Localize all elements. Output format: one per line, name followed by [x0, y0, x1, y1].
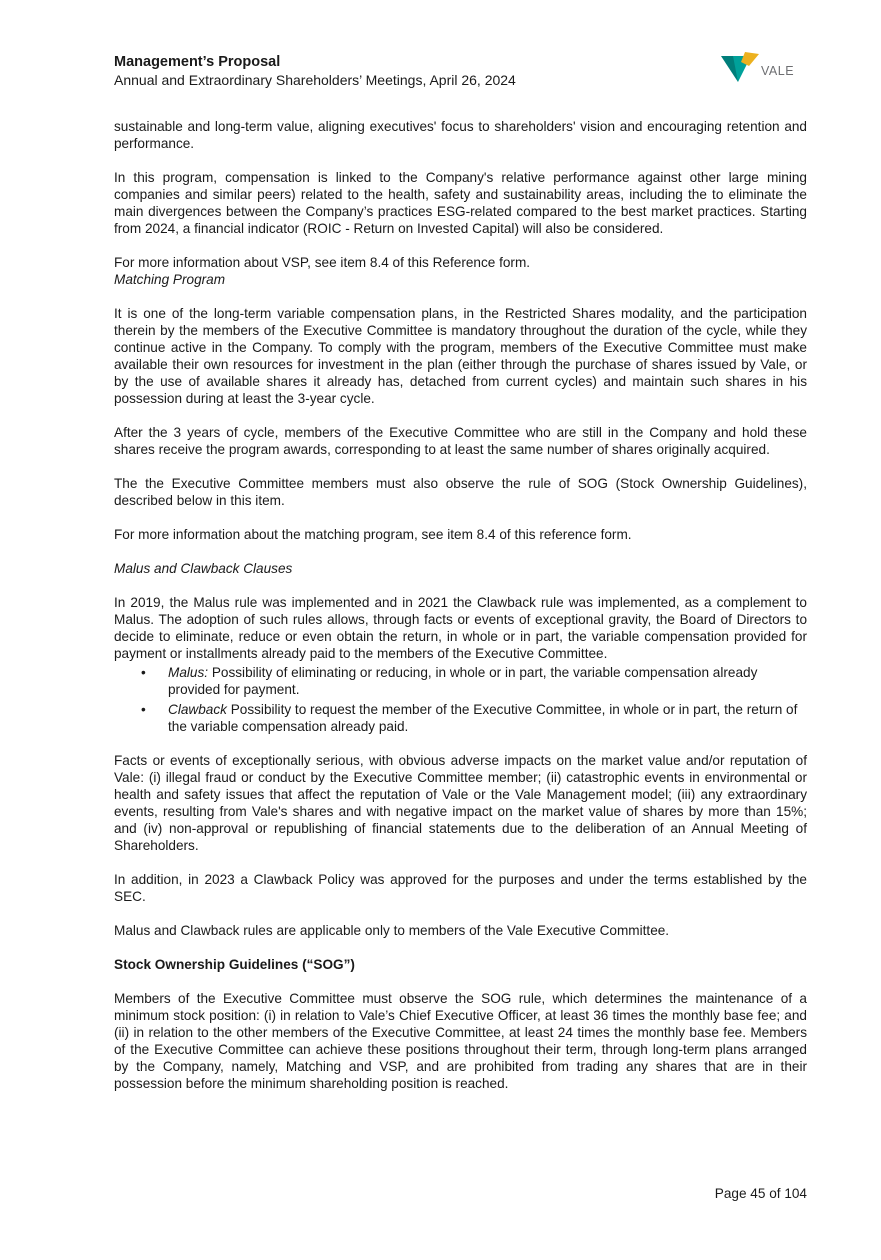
paragraph: After the 3 years of cycle, members of the Executive Committee who are still in the Company and hold these shares receive the program awards, corresponding to at least the same number of shares originally acquired.: [114, 425, 807, 457]
section-heading-sog: Stock Ownership Guidelines (“SOG”): [114, 957, 355, 972]
paragraph: In addition, in 2023 a Clawback Policy was approved for the purposes and under the terms established by the SEC.: [114, 872, 807, 904]
paragraph: For more information about VSP, see item 8.4 of this Reference form.: [114, 255, 531, 270]
paragraph: For more information about the matching program, see item 8.4 of this reference form.: [114, 527, 632, 542]
paragraph: In this program, compensation is linked to the Company's relative performance against other large mining companies and similar peers) related to the health, safety and sustainability areas, including the to eliminate the main divergences between the Company’s practices ESG-related compared to the best market practices. Starting from 2024, a financial indicator (ROIC - Return on Invested Capital) will also be considered.: [114, 170, 807, 236]
bullet-list: [114, 664, 807, 735]
header-title: Management’s Proposal: [114, 54, 281, 70]
bullet-term: Clawback: [168, 702, 227, 717]
list-item: [168, 664, 798, 698]
paragraph: Members of the Executive Committee must observe the SOG rule, which determines the maintenance of a minimum stock position: (i) in relation to Vale’s Chief Executive Officer, at least 36 times the monthly base fee; and (ii) in relation to the other members of the Executive Committee, at least 24 times the monthly base fee. Members of the Executive Committee can achieve these positions throughout their term, through long-term plans arranged by the Company, namely, Matching and VSP, and are prohibited from trading any shares that are in their possession before the minimum shareholding position is reached.: [114, 991, 807, 1091]
bullet-text: Possibility of eliminating or reducing, in whole or in part, the variable compensation already provided for payment.: [168, 665, 758, 697]
paragraph: sustainable and long-term value, aligning executives' focus to shareholders' vision and encouraging retention and performance.: [114, 119, 807, 151]
paragraph: Malus and Clawback rules are applicable only to members of the Vale Executive Committee.: [114, 923, 670, 938]
header-subtitle: Annual and Extraordinary Shareholders’ Meetings, April 26, 2024: [114, 72, 516, 88]
paragraph: It is one of the long-term variable compensation plans, in the Restricted Shares modality, and the participation therein by the members of the Executive Committee is mandatory throughout the duration of the cycle, while they continue active in the Company. To comply with the program, members of the Executive Committee must make available their own resources for investment in the plan (either through the purchase of shares issued by Vale, or by the use of available shares it already has, detached from current cycles) and maintain such shares in his possession during at least the 3-year cycle.: [114, 306, 807, 406]
vale-logo-icon: [721, 52, 761, 84]
page-number: Page 45 of 104: [714, 1186, 807, 1201]
page-header: [114, 53, 804, 89]
document-body: [114, 118, 807, 1092]
section-heading-malus: Malus and Clawback Clauses: [114, 561, 293, 576]
bullet-text: Possibility to request the member of the Executive Committee, in whole or in part, the return of the variable compensation already paid.: [168, 702, 798, 734]
paragraph: Facts or events of exceptionally serious, with obvious adverse impacts on the market value and/or reputation of Vale: (i) illegal fraud or conduct by the Executive Committee member; (ii) catastrophic events in environmental or health and safety issues that affect the reputation of Vale or the Vale Management model; (iii) any extraordinary events, resulting from Vale's shares and with negative impact on the market value of shares by more than 15%; and (iv) non-approval or republishing of financial statements due to the deliberation of an Annual Meeting of Shareholders.: [114, 753, 807, 853]
paragraph: In 2019, the Malus rule was implemented and in 2021 the Clawback rule was implemented, as a complement to Malus. The adoption of such rules allows, through facts or events of exceptional gravity, the Board of Directors to decide to eliminate, reduce or even obtain the return, in whole or in part, the variable compensation provided for payment or installments already paid to the members of the Executive Committee.: [114, 595, 807, 661]
paragraph: The the Executive Committee members must also observe the rule of SOG (Stock Ownership Guidelines), described below in this item.: [114, 476, 807, 508]
list-item: [168, 701, 798, 735]
vale-logo: [721, 52, 801, 84]
bullet-term: Malus:: [168, 665, 209, 680]
section-heading-matching: Matching Program: [114, 272, 226, 287]
logo-text: VALE: [761, 64, 795, 78]
